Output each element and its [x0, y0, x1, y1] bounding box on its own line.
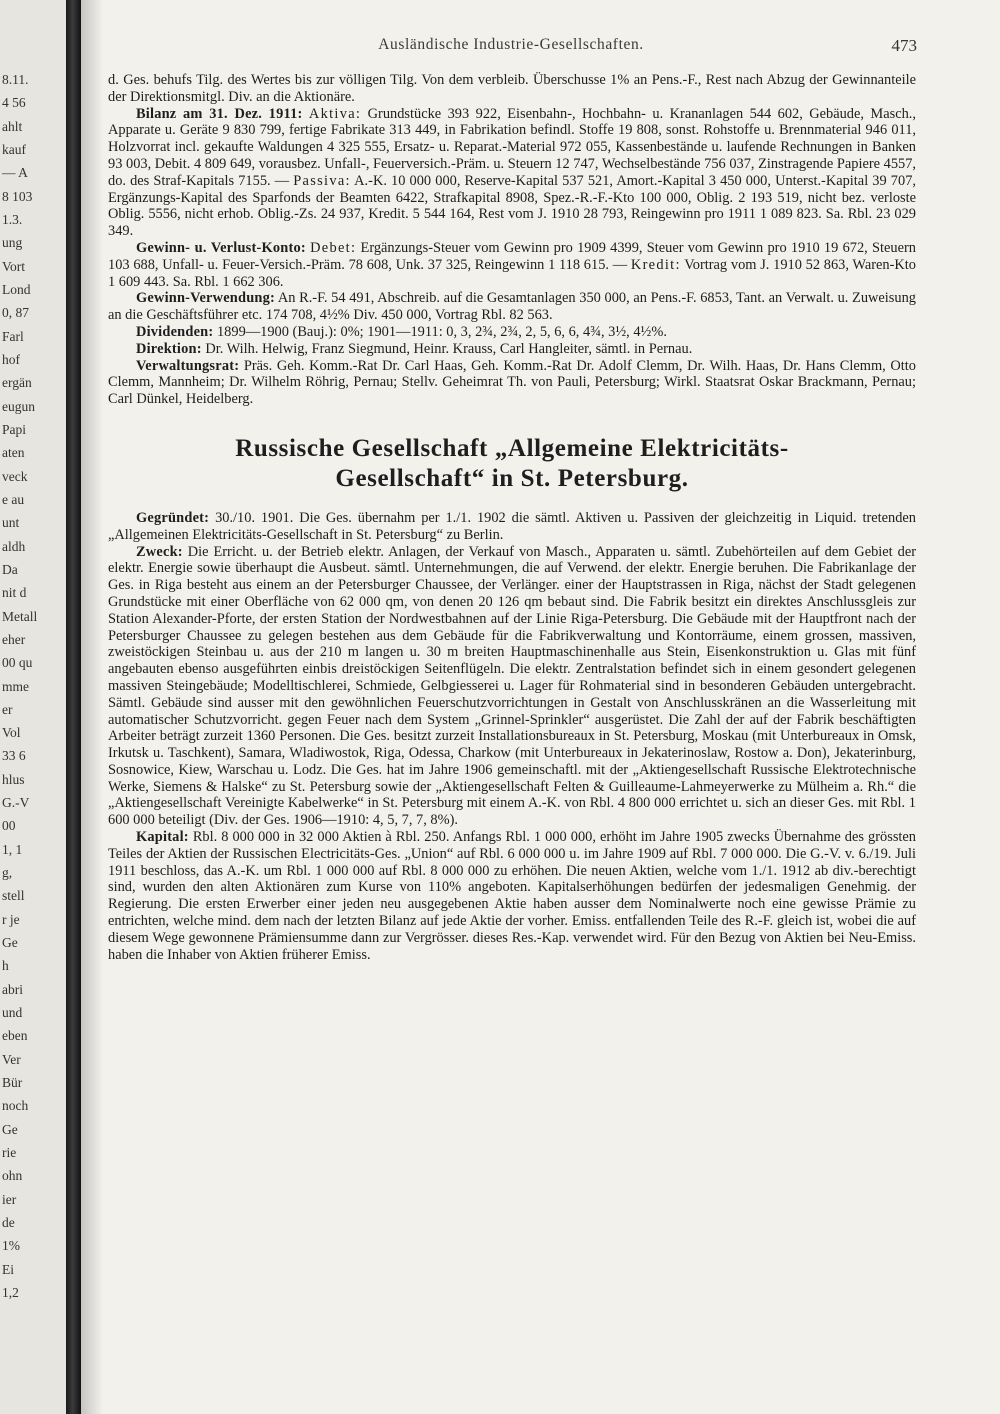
previous-page-fragment: und: [2, 1005, 23, 1020]
previous-page-fragment: r je: [2, 912, 20, 927]
verwaltungsrat-text: Präs. Geh. Komm.-Rat Dr. Carl Haas, Geh. Komm.-Rat Dr. Adolf Clemm, Dr. Wilh. Haas, Dr. Hans Clemm, Otto Clemm, Mannheim; Dr. Wilhelm Röhrig, Pernau; Stellv. Geheimrat Th. von Pauli, Petersburg; Wirkl. Staatsrat Oskar Brackmann, Pernau; Carl Dünkel, Heidelberg.: [108, 357, 916, 408]
previous-page-fragment: ier: [2, 1192, 17, 1207]
gegruendet-text: 30./10. 1901. Die Ges. übernahm per 1./1. 1902 die sämtl. Aktiven u. Passiven der gleichzeitig in Liquid. tretenden „Allgemeinen Elektricitäts-Gesellschaft in St. Petersburg“ zu Berlin.: [108, 509, 916, 543]
previous-page-fragment: — A: [2, 165, 28, 180]
previous-page-fragment: stell: [2, 888, 25, 903]
previous-page-fragment: eugun: [2, 399, 35, 414]
book-gutter: [66, 0, 81, 1414]
kapital-text: Rbl. 8 000 000 in 32 000 Aktien à Rbl. 250. Anfangs Rbl. 1 000 000, erhöht im Jahre 1905 zwecks Übernahme des grössten Teiles der Aktien der Russischen Electricitäts-Ges. „Union“ auf Rbl. 6 000 000 u. im Jahre 1909 auf Rbl. 7 000 000. Die G.-V. v. 6./19. Juli 1911 beschloss, das A.-K. um Rbl. 1 000 000 auf Rbl. 8 000 000 zu erhöhen. Die neuen Aktien, welche vom 1./1. 1912 ab div.-berechtigt sind, wurden den alten Aktionären zum Kurse von 110% angeboten. Kapitalserhöhungen bedürfen der jedesmaligen Genehmig. der Regierung. Die ersten Erwerber einer jeden neu ausgegebenen Aktie haben ausser dem Nominalwerte noch eine gewisse Prämie zu entrichten, welche mind. dem nach der letzten Bilanz auf jede Aktie der vorher. Emiss. entfallenden Teile des R.-F. gleich ist, wobei die auf diesem Wege gewonnene Prämiensumme dann zur Vergrösser. dieses Res.-Kap. verwendet wird. Für den Bezug von Aktien bei Neu-Emiss. haben die Inhaber von Aktien früherer Emiss.: [108, 829, 916, 963]
gewinn-verwendung-label: Gewinn-Verwendung:: [136, 290, 275, 307]
previous-page-fragment: 1, 1: [2, 842, 23, 857]
company-title: [108, 434, 916, 494]
previous-page-fragment: Bür: [2, 1075, 23, 1090]
previous-page-fragment: h: [2, 958, 9, 973]
gutter-shadow: [81, 0, 103, 1414]
gewinn-verwendung-text: An R.-F. 54 491, Abschreib. auf die Gesamtanlagen 350 000, an Pens.-F. 6853, Tant. an Verwalt. u. Zuweisung an die Geschäftsführer etc. 174 708, 4½% Div. 450 000, Vortrag Rbl. 82 563.: [108, 290, 916, 324]
previous-page-fragment: aldh: [2, 539, 26, 554]
gv-kredit-label: Kredit:: [630, 256, 681, 273]
previous-page-fragment: e au: [2, 492, 25, 507]
previous-page-fragment: 33 6: [2, 748, 26, 763]
previous-page-fragment: unt: [2, 515, 20, 530]
page-number: 473: [891, 36, 917, 55]
dividenden-label: Dividenden:: [136, 323, 214, 340]
kapital-paragraph: [108, 829, 916, 963]
previous-page-fragment: aten: [2, 445, 25, 460]
gegruendet-paragraph: [108, 510, 916, 544]
previous-page-fragment: 1,2: [2, 1285, 19, 1300]
previous-page-fragment: Ge: [2, 935, 18, 950]
previous-page-fragment: 00 qu: [2, 655, 33, 670]
zweck-label: Zweck:: [136, 543, 183, 560]
previous-page-fragment: kauf: [2, 142, 26, 157]
previous-page-fragment: 8 103: [2, 189, 33, 204]
previous-page-fragment: rie: [2, 1145, 17, 1160]
previous-page-fragment: mme: [2, 679, 29, 694]
running-head: [105, 36, 917, 58]
previous-page-fragment: Vol: [2, 725, 21, 740]
previous-page-fragment: 1%: [2, 1238, 20, 1253]
previous-page-fragment: Ei: [2, 1262, 14, 1277]
gegruendet-label: Gegründet:: [136, 509, 210, 526]
dividenden-paragraph: [108, 324, 916, 341]
gewinn-verwendung-paragraph: [108, 290, 916, 324]
previous-page-fragment: Vort: [2, 259, 26, 274]
previous-page-fragment: ohn: [2, 1168, 23, 1183]
gv-debet-label: Debet:: [310, 239, 357, 256]
previous-page-fragment: Farl: [2, 329, 24, 344]
previous-page-fragment: hof: [2, 352, 20, 367]
intro-continuation-text: d. Ges. behufs Tilg. des Wertes bis zur völligen Tilg. Von dem verbleib. Überschusse 1% an Pens.-F., Rest nach Abzug der Gewinnanteile der Direktionsmitgl. Div. an die Aktionäre.: [108, 72, 916, 105]
direktion-text: Dr. Wilh. Helwig, Franz Siegmund, Heinr. Krauss, Carl Hangleiter, sämtl. in Pernau.: [205, 340, 693, 357]
gewinn-verlust-paragraph: [108, 240, 916, 290]
direktion-paragraph: [108, 341, 916, 358]
bilanz-passiva-label: Passiva:: [293, 172, 351, 189]
company-title-line-2: Gesellschaft“ in St. Petersburg.: [335, 464, 689, 492]
previous-page-fragment: er: [2, 702, 13, 717]
previous-page-fragment: Papi: [2, 422, 27, 437]
zweck-text: Die Erricht. u. der Betrieb elektr. Anlagen, der Verkauf von Masch., Apparaten u. sämtl. Zubehörteilen auf dem Gebiet der elektr. Energie sowie überhaupt die Ausbeut. sämtl. Unternehmungen, die auf Verwend. der elektr. Energie beruhen. Die Fabrikanlage der Ges. in Riga besteht aus einem an der Petersburger Chaussee, der Verlänger. einer der Hauptstrassen in Riga, nächst der Stadt gelegenen Grundstücke mit einer Oberfläche von 62 000 qm, von denen 20 126 qm bebaut sind. Die Fabrik besitzt ein direktes Anschlussgleis zur Station Alexander-Pforte, der ersten Station der Nordwestbahnen auf der Linie Riga-Petersburg. Die Gebäude mit der Hauptfront nach der Petersburger Chaussee zu gelegen bestehen aus dem Gebäude für die Fabrikverwaltung und Kontorräume, einem grossen, massiven, zweistöckigen Steinbau u. aus der 210 m langen u. 30 m breiten Hauptmaschinenhalle aus Stein, Eisenkonstruktion u. Glas mit fünf angebauten ebenso ausgeführten einbis dreistöckigen Seitenflügeln. Die elektr. Zentralstation befindet sich in einem gesondert gelegenen massiven Steingebäude; Modelltischlerei, Schmiede, Gelbgiesserei u. Lager für Rohmaterial sind in besonderen Gebäuden untergebracht. Sämtl. Gebäude sind ausser mit den gewöhnlichen Feuerschutzvorrichtungen in Gestalt von Anschlusskränen an die Wasserleitung mit automatischer Schutzvorricht. gegen Feuer nach dem System „Grinnel-Sprinkler“ ausgerüstet. Die Zahl der auf der Fabrik beschäftigten Arbeiter beträgt zurzeit 1360 Personen. Die Ges. besitzt zurzeit Installationsbureaux in St. Petersburg, Moskau (mit Unterbureaux in Omsk, Irkutsk u. Taschkent), Samara, Wladiwostok, Riga, Odessa, Charkow (mit Unterbureaux in Jekaterinoslaw, Rostow a. Don), Jekaterinburg, Sosnowice, Kiew, Warschau u. Lodz. Die Ges. hat im Jahre 1906 gemeinschaftl. mit der „Aktiengesellschaft Russische Elektrotechnische Werke, Siemens & Halske“ zu St. Petersburg sowie der „Aktiengesellschaft Felten & Guilleaume-Lahmeyerwerke zu Mülheim a. Rh.“ die „Aktiengesellschaft Vereinigte Kabelwerke“ in St. Petersburg mit einem A.-K. von Rbl. 4 800 000 errichtet u. sich an dieser Ges. mit Rbl. 1 600 000 beteiligt (Div. der Ges. 1906—1910: 4, 5, 7, 7, 8%).: [108, 543, 916, 829]
previous-page-fragment: 4 56: [2, 95, 26, 110]
previous-page-fragment: noch: [2, 1098, 29, 1113]
text-block: [108, 72, 916, 963]
previous-page-fragment: Ge: [2, 1122, 18, 1137]
gewinn-verlust-label: Gewinn- u. Verlust-Konto:: [136, 239, 306, 256]
dividenden-text: 1899—1900 (Bauj.): 0%; 1901—1911: 0, 3, 2¾, 2¾, 2, 5, 6, 6, 4¾, 3½, 4½%.: [216, 323, 667, 340]
previous-page-fragment: hlus: [2, 772, 25, 787]
previous-page-fragment: G.-V: [2, 795, 30, 810]
previous-page-fragment: 0, 87: [2, 305, 29, 320]
bilanz-label: Bilanz am 31. Dez. 1911:: [136, 105, 303, 122]
bilanz-paragraph: [108, 106, 916, 240]
company-title-line-1: Russische Gesellschaft „Allgemeine Elektricitäts-: [235, 434, 789, 462]
previous-page-fragment: g,: [2, 865, 13, 880]
previous-page-fragment: Metall: [2, 609, 38, 624]
bilanz-aktiva-text: Grundstücke 393 922, Eisenbahn-, Hochbahn- u. Krananlagen 544 602, Gebäude, Masch., Apparate u. Geräte 9 830 799, fertige Fabrikate 313 449, in Fabrikation befindl. Stoffe 19 808, sonst. Rohstoffe u. Brennmaterial 946 011, Holzvorrat incl. gekaufte Waldungen 4 325 555, Ersatz- u. Reparat.-Material 972 055, Kassenbestände u. laufende Rechnungen in Banken 93 003, Debit. 4 809 649, vorausbez. Unfall-, Feuerversich.-Präm. u. Steuern 12 747, Wechselbestände 756 037, Zinstragende Papiere 4557, do. des Straf-Kapitals 7155. —: [108, 105, 916, 189]
zweck-paragraph: [108, 544, 916, 830]
previous-page-fragment: eher: [2, 632, 26, 647]
previous-page-fragment: de: [2, 1215, 15, 1230]
verwaltungsrat-paragraph: [108, 358, 916, 408]
previous-page-edge: [0, 0, 66, 1414]
direktion-label: Direktion:: [136, 340, 202, 357]
previous-page-fragment: ahlt: [2, 119, 23, 134]
previous-page-fragment: Lond: [2, 282, 31, 297]
previous-page-fragment: 1.3.: [2, 212, 23, 227]
verwaltungsrat-label: Verwaltungsrat:: [136, 357, 240, 374]
kapital-label: Kapital:: [136, 829, 189, 846]
previous-page-fragment: 8.11.: [2, 72, 29, 87]
previous-page-fragment: Ver: [2, 1052, 21, 1067]
previous-page-fragment: ung: [2, 235, 23, 250]
previous-page-fragment: 00: [2, 818, 16, 833]
previous-page-fragment: eben: [2, 1028, 28, 1043]
previous-page-fragment: Da: [2, 562, 18, 577]
gv-debet-text: Ergänzungs-Steuer vom Gewinn pro 1909 4399, Steuer vom Gewinn pro 1910 19 672, Steuern 103 688, Unfall- u. Feuer-Versich.-Präm. 78 608, Unk. 37 325, Reingewinn 1 118 615. —: [108, 239, 916, 273]
bilanz-aktiva-label: Aktiva:: [308, 105, 362, 122]
previous-page-fragment: veck: [2, 469, 28, 484]
previous-page-fragment: nit d: [2, 585, 27, 600]
previous-page-fragment: ergän: [2, 375, 32, 390]
running-title: Ausländische Industrie-Gesellschaften.: [378, 36, 644, 53]
intro-continuation: [108, 72, 916, 106]
gv-kredit-text: Vortrag vom J. 1910 52 863, Waren-Kto 1 609 443. Sa. Rbl. 1 662 306.: [108, 256, 916, 290]
previous-page-fragment: abri: [2, 982, 23, 997]
bilanz-passiva-text: A.-K. 10 000 000, Reserve-Kapital 537 521, Amort.-Kapital 3 450 000, Unterst.-Kapital 39 707, Ergänzungs-Kapital des Sparfonds der Beamten 6422, Strafkapital 8908, Spez.-R.-F.-Kto 100 000, Oblig. 2 193 519, nicht bez. verloste Oblig. 5556, nicht erhob. Oblig.-Zs. 24 937, Kredit. 5 544 164, Rest vom J. 1910 28 793, Reingewinn pro 1911 1 089 823. Sa. Rbl. 23 029 349.: [108, 172, 916, 240]
